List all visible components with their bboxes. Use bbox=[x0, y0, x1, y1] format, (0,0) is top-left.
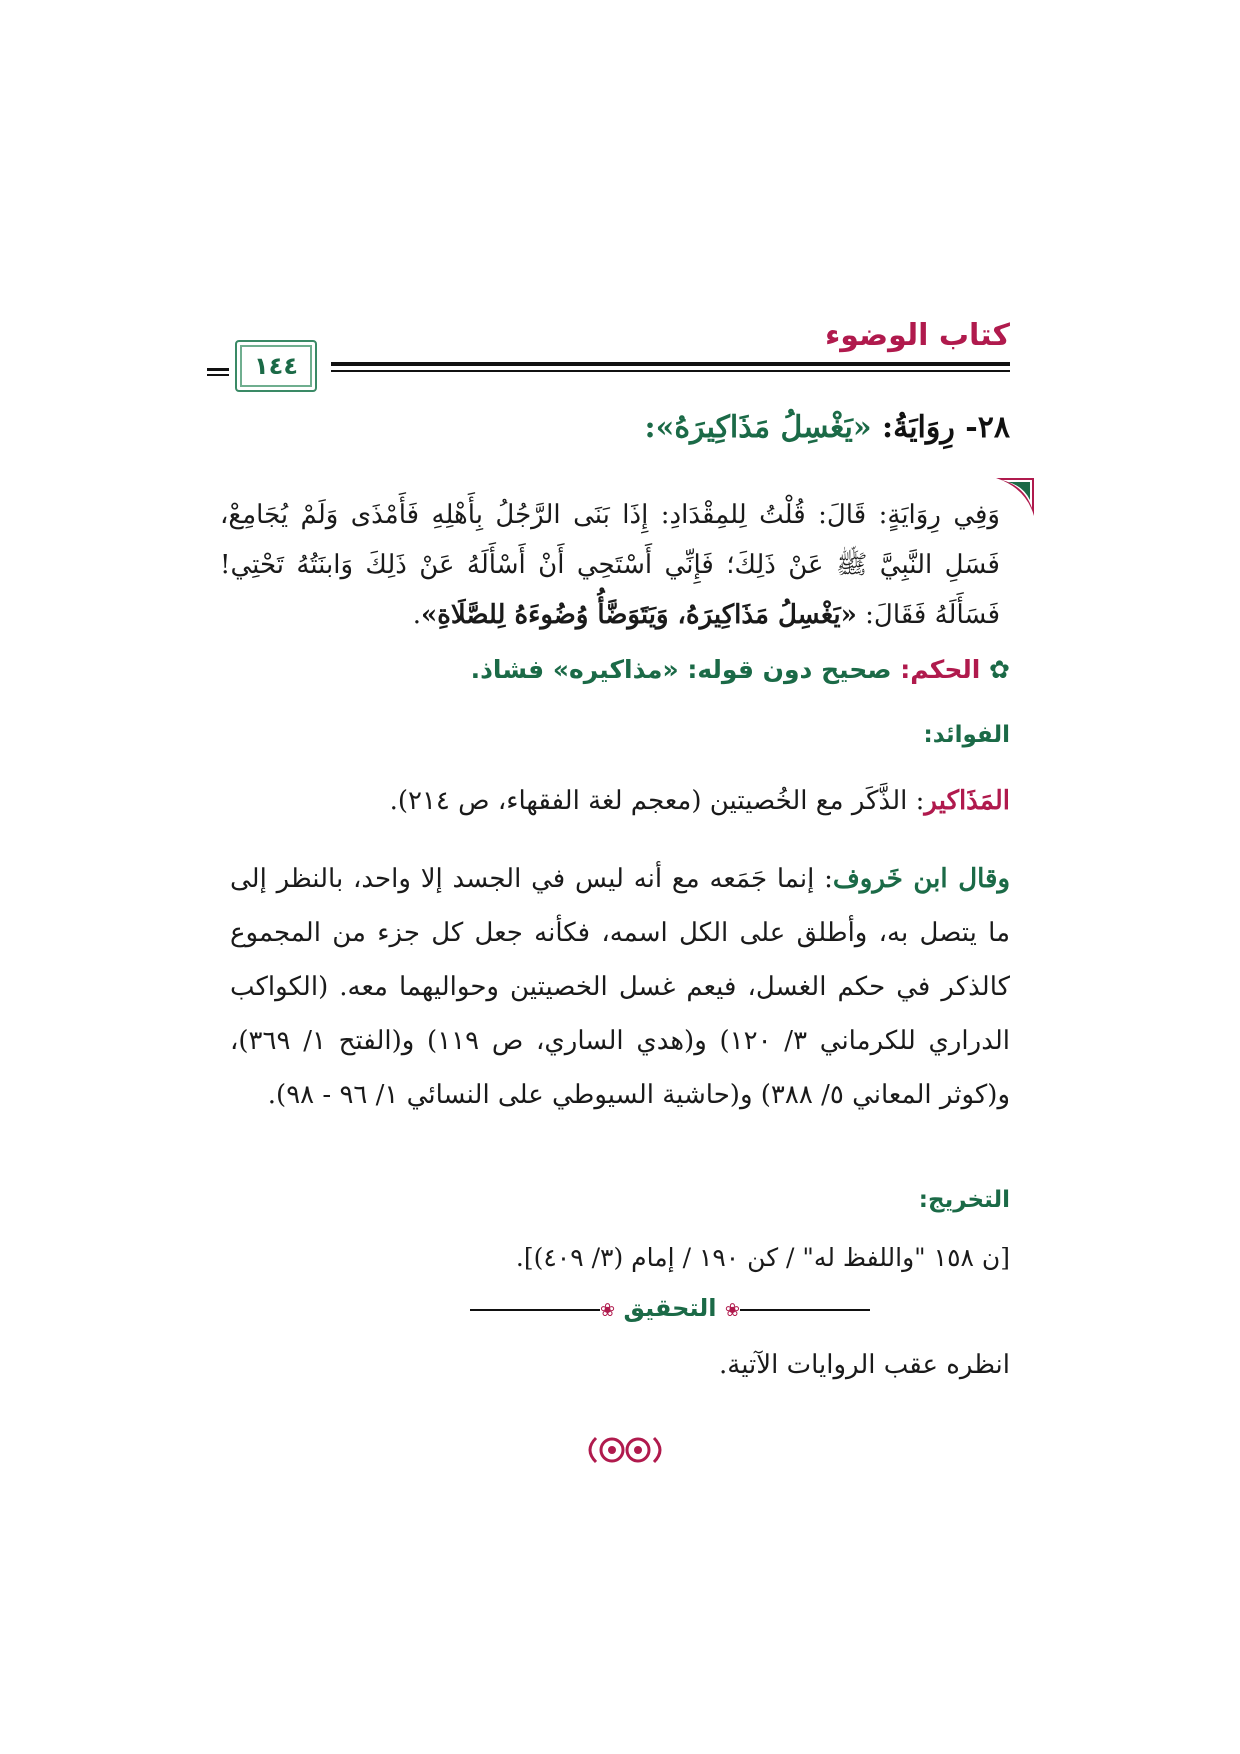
header-dash-thin bbox=[207, 374, 229, 376]
header-rule-thin bbox=[235, 370, 1010, 372]
takhrij-text: [ن ١٥٨ "واللفظ له" / كن ١٩٠ / إمام (٣/ ٤٠٩)]. bbox=[515, 1243, 1010, 1272]
section-heading-quote: «يَغْسِلُ مَذَاكِيرَهُ»: bbox=[644, 410, 872, 445]
definition-text: : الذَّكَر مع الخُصيتين (معجم لغة الفقهاء، ص ٢١٤). bbox=[389, 786, 925, 816]
commentary-paragraph bbox=[230, 852, 1010, 1122]
commentary-term: وقال ابن خَروف bbox=[832, 864, 1011, 894]
section-heading bbox=[230, 410, 1010, 445]
page-number-badge bbox=[235, 340, 317, 392]
ornament-icon: ❀ bbox=[724, 1300, 740, 1321]
header-dash bbox=[207, 368, 229, 371]
ruling-label: الحكم: bbox=[900, 655, 981, 684]
ruling-text: صحيح دون قوله: «مذاكيره» فشاذ. bbox=[470, 655, 892, 684]
hadith-text-main: وَفِي رِوَايَةٍ: قَالَ: قُلْتُ لِلمِقْدَادِ: إِذَا بَنَى الرَّجُلُ بِأَهْلِهِ فَأَمْذَى وَلَمْ يُجَامِعْ، فَسَلِ النَّبِيَّ ﷺ عَنْ ذَلِكَ؛ فَإِنِّي أَسْتَحِي أَنْ أَسْأَلَهُ عَنْ ذَلِكَ وَابنَتُهُ تَحْتِي! فَسَأَلَهُ فَقَالَ: bbox=[220, 500, 1000, 630]
commentary-text: : إنما جَمَعه مع أنه ليس في الجسد إلا واحد، بالنظر إلى ما يتصل به، وأطلق على الكل اسمه، فكأنه جعل كل جزء من المجموع كالذكر في حكم الغسل، فيعم غسل الخصيتين وحواليهما معه. (الكواكب الدراري للكرماني ٣/ ١٢٠) و(هدي الساري، ص ١١٩) و(الفتح ١/ ٣٦٩)، و(كوثر المعاني ٥/ ٣٨٨) و(حاشية السيوطي على النسائي ١/ ٩٦ - ٩٨). bbox=[230, 864, 1010, 1110]
end-ornament-icon bbox=[570, 1430, 680, 1470]
takhrij-title: التخريج: bbox=[918, 1187, 1010, 1213]
hadith-text bbox=[220, 490, 1010, 640]
tahqiq-heading bbox=[470, 1294, 870, 1322]
book-title: كتاب الوضوء bbox=[824, 318, 1010, 353]
tahqiq-divider bbox=[470, 1294, 870, 1324]
tahqiq-title: التحقيق bbox=[623, 1294, 717, 1322]
definition bbox=[230, 786, 1010, 816]
section-heading-prefix: ٢٨- رِوَايَةُ: bbox=[871, 410, 1010, 445]
tahqiq-text: انظره عقب الروايات الآتية. bbox=[719, 1350, 1010, 1380]
page-header bbox=[235, 318, 1010, 400]
ornament-icon: ❀ bbox=[600, 1300, 616, 1321]
header-rule-thick bbox=[235, 362, 1010, 366]
flower-icon: ✿ bbox=[989, 655, 1010, 684]
ruling-line bbox=[230, 655, 1010, 684]
fawaid-title: الفوائد: bbox=[923, 722, 1010, 748]
page-number: ١٤٤ bbox=[254, 352, 298, 380]
hadith-text-quote: «يَغْسِلُ مَذَاكِيرَهُ، وَيَتَوَضَّأُ وُضُوءَهُ لِلصَّلَاةِ» bbox=[420, 600, 857, 630]
hadith-text-end: . bbox=[412, 600, 421, 630]
definition-term: المَذَاكير bbox=[924, 786, 1010, 816]
